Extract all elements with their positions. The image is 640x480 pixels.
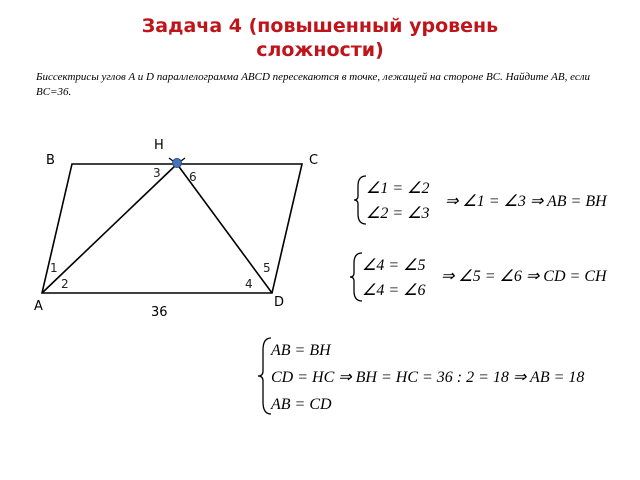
- angle-3: 3: [153, 166, 161, 180]
- system1-brace: [354, 176, 366, 224]
- label-d: D: [274, 295, 285, 310]
- system2-row-1: ∠4 = ∠5: [362, 257, 426, 274]
- point-h-marker: [173, 159, 182, 168]
- system1-result: ⇒ ∠1 = ∠3 ⇒ AB = BH: [445, 193, 607, 210]
- label-b: B: [46, 153, 55, 168]
- angle-4: 4: [245, 277, 253, 291]
- bisector-from-a: [42, 164, 177, 293]
- problem-statement: Биссектрисы углов A и D параллелограмма ABCD пересекаются в точке, лежащей на стороне BC. Найдите AB, если BC=36.: [36, 71, 591, 98]
- system3-brace: [258, 338, 271, 414]
- system3-row-3: AB = CD: [271, 396, 332, 413]
- system2-brace: [350, 253, 362, 301]
- system3-row-1: AB = BH: [271, 342, 331, 359]
- label-side-36: 36: [151, 305, 168, 320]
- label-c: C: [309, 153, 319, 168]
- angle-1: 1: [50, 261, 58, 275]
- label-a: A: [34, 299, 43, 314]
- angle-6: 6: [189, 170, 197, 184]
- title-line-2: сложности): [256, 39, 384, 61]
- system1-row-1: ∠1 = ∠2: [366, 180, 430, 197]
- label-h: H: [154, 138, 164, 153]
- system2-row-2: ∠4 = ∠6: [362, 282, 426, 299]
- system1-row-2: ∠2 = ∠3: [366, 205, 430, 222]
- system2-result: ⇒ ∠5 = ∠6 ⇒ CD = CH: [441, 268, 607, 285]
- title-line-1: Задача 4 (повышенный уровень: [141, 15, 499, 37]
- system3-row-2: CD = HC ⇒ BH = HC = 36 : 2 = 18 ⇒ AB = 18: [271, 369, 585, 386]
- angle-2: 2: [61, 277, 69, 291]
- angle-5: 5: [263, 261, 271, 275]
